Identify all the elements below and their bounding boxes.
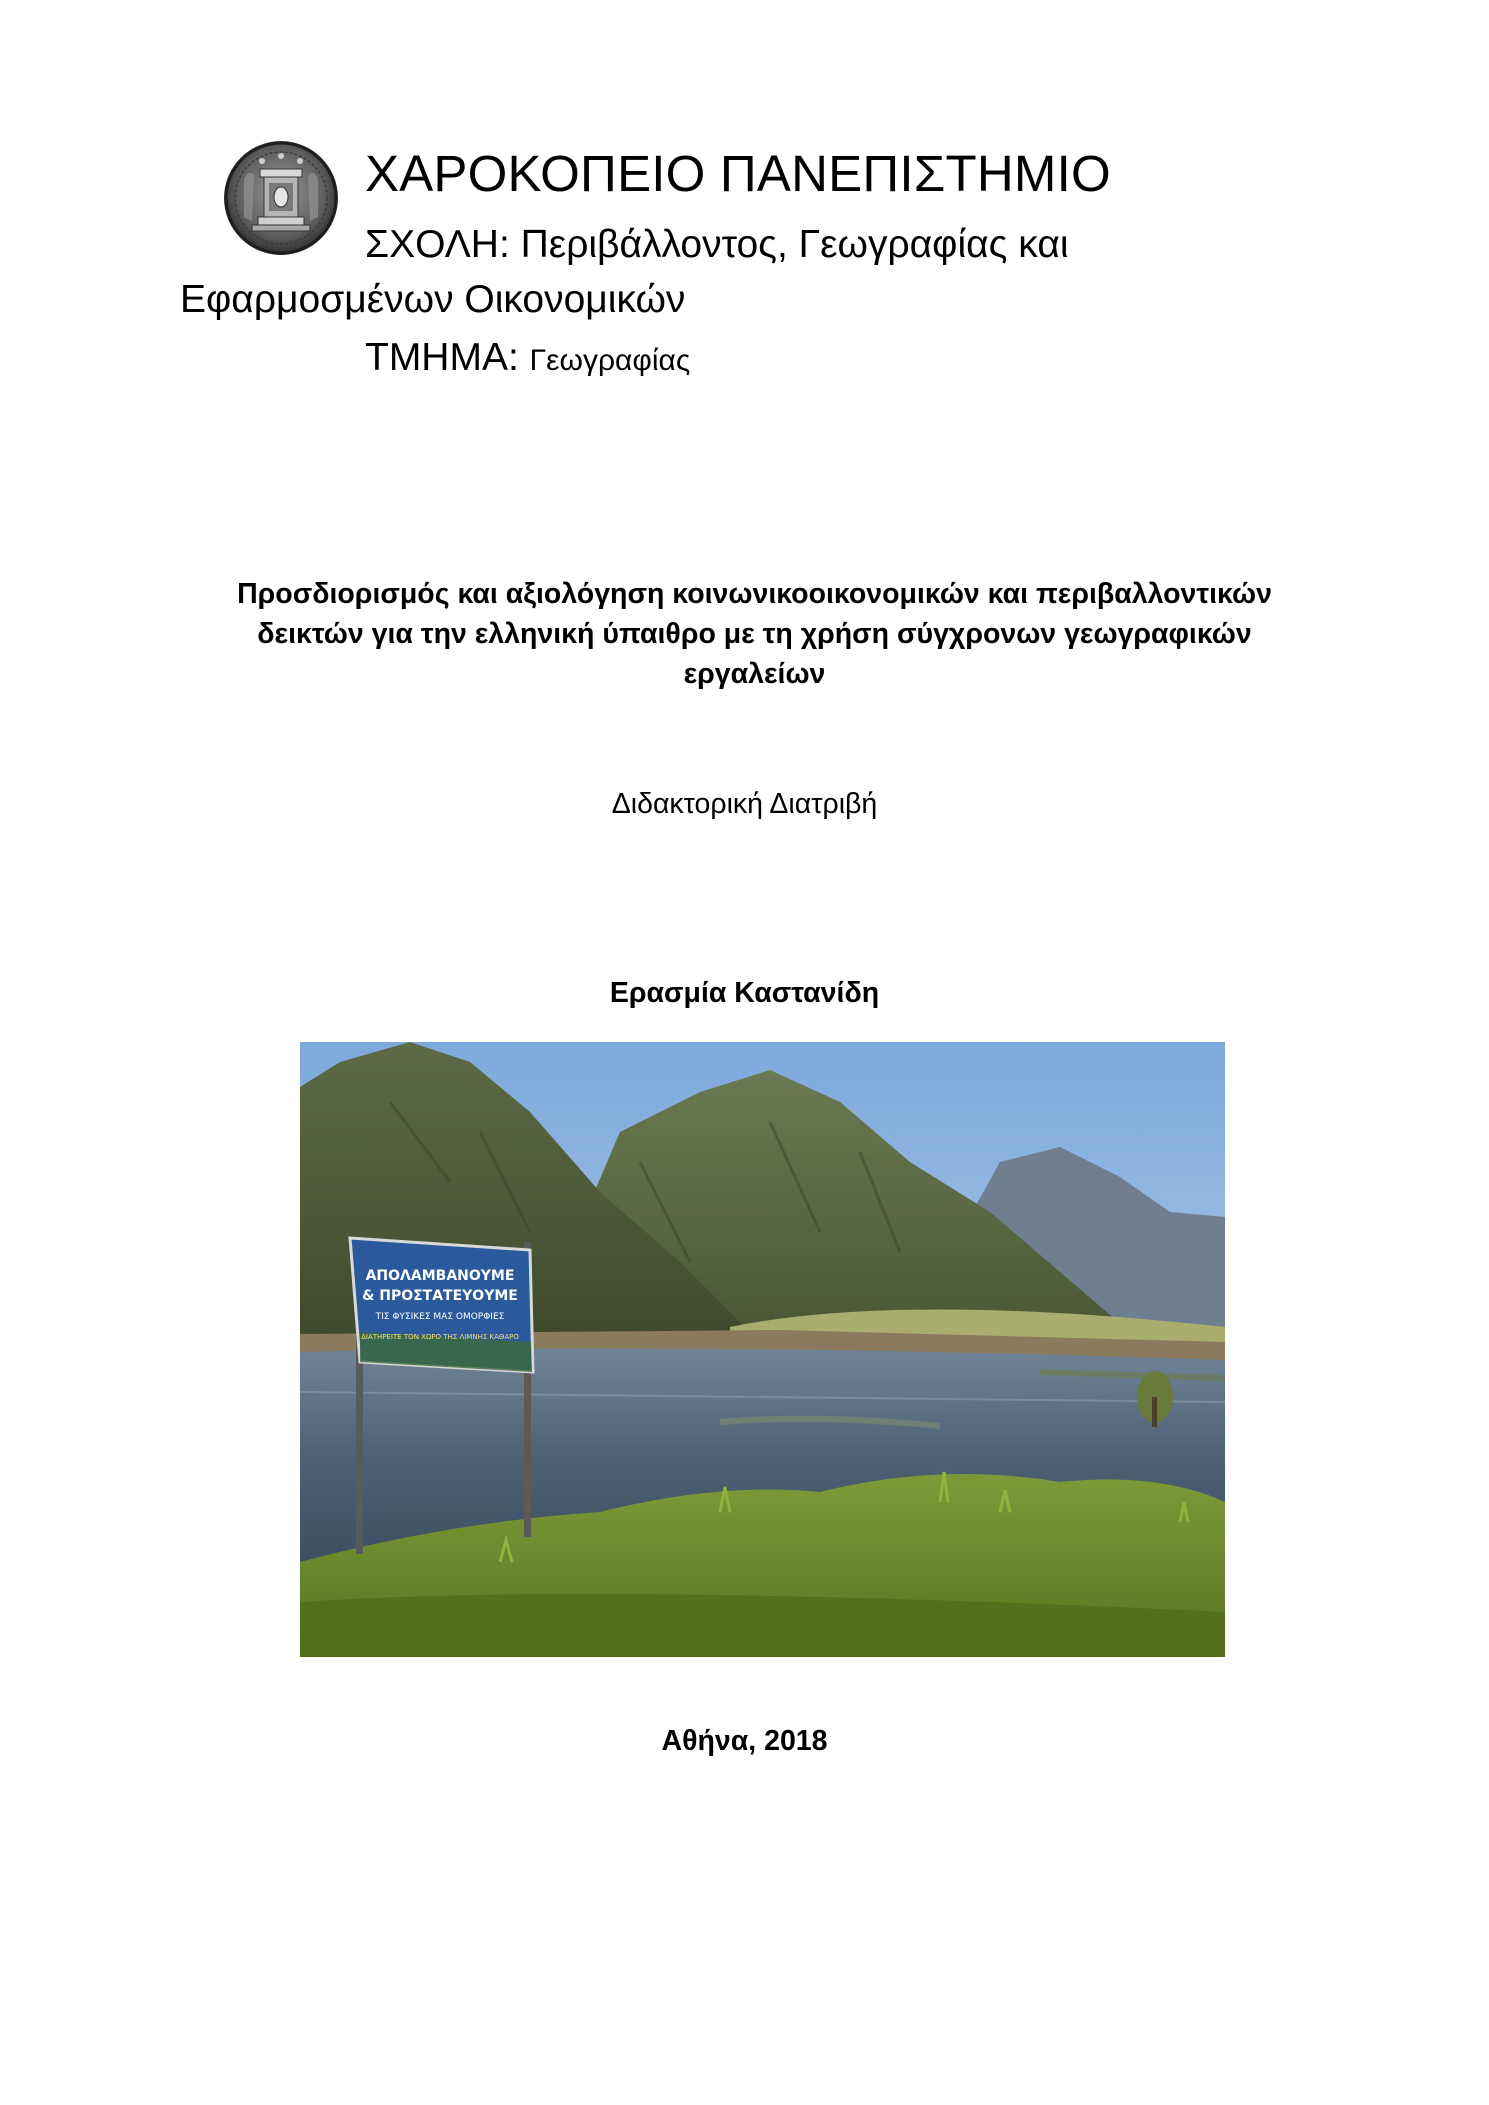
thesis-title-line: εργαλείων: [683, 658, 826, 690]
sign-text-line: & ΠΡΟΣΤΑΤΕΥΟΥΜΕ: [362, 1288, 518, 1304]
thesis-title: [140, 574, 1369, 694]
department-line: [365, 333, 690, 386]
author-name: Ερασμία Καστανίδη: [609, 977, 880, 1009]
university-name: ΧΑΡΟΚΟΠΕΙΟ ΠΑΝΕΠΙΣΤΗΜΙΟ: [365, 145, 1111, 202]
document-type: Διδακτορική Διατριβή: [611, 788, 878, 820]
cover-photo-lake: [300, 1042, 1225, 1657]
department-label: ΤΜΗΜΑ:: [365, 336, 519, 379]
sign-text-line: ΔΙΑΤΗΡΕΙΤΕ ΤΟΝ ΧΩΡΟ ΤΗΣ ΛΙΜΝΗΣ ΚΑΘΑΡΟ: [361, 1333, 519, 1341]
thesis-title-line: Προσδιορισμός και αξιολόγηση κοινωνικοοικονομικών και περιβαλλοντικών: [237, 578, 1272, 610]
place-and-year: Αθήνα, 2018: [661, 1725, 828, 1757]
university-seal-logo: [222, 139, 340, 257]
thesis-title-line: δεικτών για την ελληνική ύπαιθρο με τη χρήση σύγχρονων γεωγραφικών: [257, 618, 1252, 650]
sign-text-line: ΤΙΣ ΦΥΣΙΚΕΣ ΜΑΣ ΟΜΟΡΦΙΕΣ: [375, 1312, 505, 1322]
school-line-1: ΣΧΟΛΗ: Περιβάλλοντος, Γεωγραφίας και: [365, 223, 1069, 266]
department-name: Γεωγραφίας: [529, 344, 691, 377]
school-line-2: Εφαρμοσμένων Οικονομικών: [180, 278, 686, 321]
sign-text-line: ΑΠΟΛΑΜΒΑΝΟΥΜΕ: [365, 1268, 515, 1284]
